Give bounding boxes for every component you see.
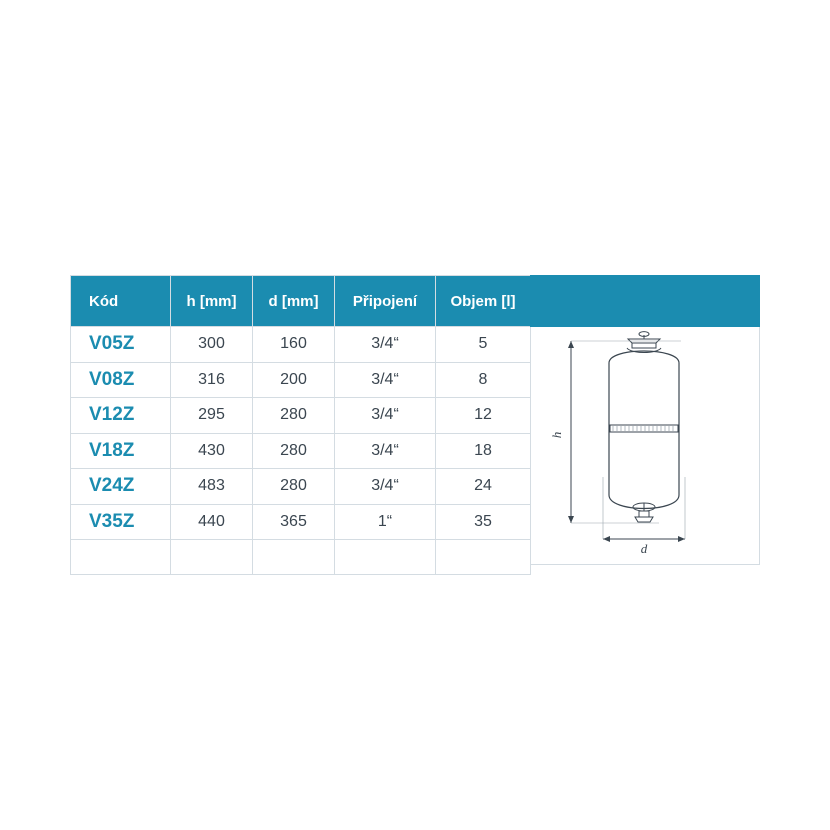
cell-code: V35Z: [71, 504, 171, 540]
cell-diameter: 200: [253, 362, 335, 398]
cell-volume: 5: [436, 327, 531, 363]
table-header-row: [71, 276, 531, 327]
cell-connection: 3/4“: [335, 433, 436, 469]
cell-height: 483: [171, 469, 253, 505]
cell-height: 430: [171, 433, 253, 469]
cell-diameter: 160: [253, 327, 335, 363]
cell-connection: 3/4“: [335, 327, 436, 363]
table-row: [71, 504, 531, 540]
header-band-extension: [530, 275, 760, 327]
column-header-diameter: d [mm]: [253, 276, 335, 327]
cell-height: [171, 540, 253, 575]
cell-connection: 1“: [335, 504, 436, 540]
cell-code: V08Z: [71, 362, 171, 398]
cell-connection: 3/4“: [335, 398, 436, 434]
cell-volume: 12: [436, 398, 531, 434]
table-row: [71, 469, 531, 505]
cell-code: V24Z: [71, 469, 171, 505]
cell-volume: 18: [436, 433, 531, 469]
expansion-vessel-drawing: [531, 327, 759, 563]
cell-volume: 24: [436, 469, 531, 505]
cell-connection: 3/4“: [335, 362, 436, 398]
cell-code: [71, 540, 171, 575]
cell-code: V05Z: [71, 327, 171, 363]
dimension-drawing-cell: [530, 327, 760, 565]
cell-diameter: 280: [253, 398, 335, 434]
table-row: [71, 433, 531, 469]
column-header-height: h [mm]: [171, 276, 253, 327]
specification-table: [70, 275, 531, 575]
cell-diameter: 280: [253, 469, 335, 505]
dimension-label-diameter: d: [640, 541, 648, 556]
cell-height: 316: [171, 362, 253, 398]
cell-volume: 8: [436, 362, 531, 398]
column-header-volume: Objem [l]: [436, 276, 531, 327]
dimension-label-height: h: [549, 431, 564, 439]
column-header-code: Kód: [71, 276, 171, 327]
cell-height: 295: [171, 398, 253, 434]
cell-code: V12Z: [71, 398, 171, 434]
cell-volume: [436, 540, 531, 575]
cell-code: V18Z: [71, 433, 171, 469]
cell-connection: [335, 540, 436, 575]
cell-diameter: 365: [253, 504, 335, 540]
table-row: [71, 540, 531, 575]
cell-diameter: [253, 540, 335, 575]
spec-sheet: [70, 275, 760, 565]
cell-height: 440: [171, 504, 253, 540]
table-row: [71, 398, 531, 434]
cell-volume: 35: [436, 504, 531, 540]
table-row: [71, 327, 531, 363]
cell-diameter: 280: [253, 433, 335, 469]
table-row: [71, 362, 531, 398]
cell-height: 300: [171, 327, 253, 363]
cell-connection: 3/4“: [335, 469, 436, 505]
column-header-connection: Připojení: [335, 276, 436, 327]
